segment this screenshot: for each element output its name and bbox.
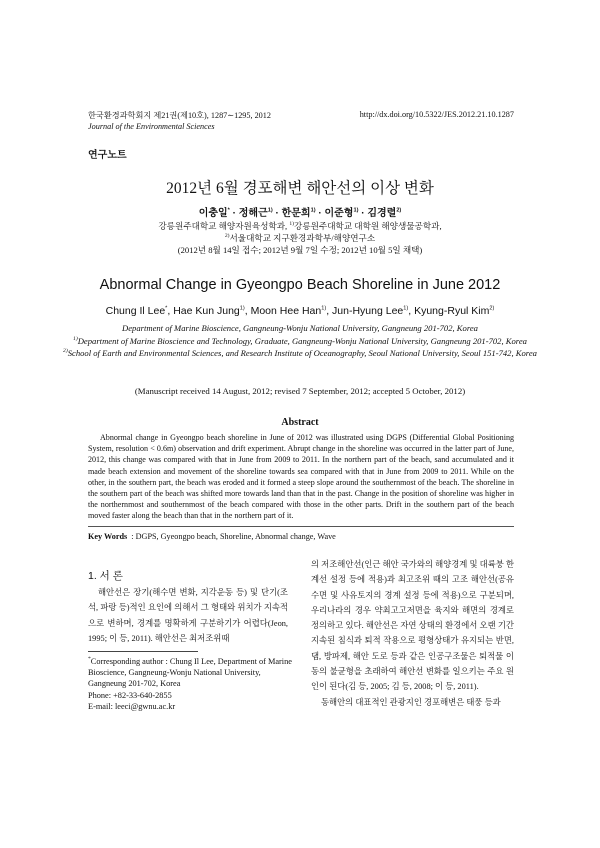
author-separator: · bbox=[229, 208, 239, 219]
footnote-line bbox=[88, 656, 293, 690]
affil-ko-line bbox=[0, 232, 600, 244]
keywords-value: : DGPS, Gyeongpo beach, Shoreline, Abnormal change, Wave bbox=[131, 532, 336, 541]
author-mark: 1) bbox=[267, 207, 273, 214]
author-ko-5: 김경렬 bbox=[367, 208, 397, 219]
paper-title-ko: 2012년 6월 경포해변 해안선의 이상 변화 bbox=[166, 180, 434, 197]
author-separator: · bbox=[358, 208, 368, 219]
author-mark: * bbox=[165, 305, 168, 312]
affil-en-2: Department of Marine Bioscience and Technology, Graduate, Gangneung-Wonju National University, Gangneung 201-702, Korea bbox=[77, 335, 527, 346]
intro-right-paragraph-1: 의 저조해안선(인근 해안 국가와의 해양경계 및 대륙붕 한계선 설정 등에 적용)과 최고조위 때의 고조 해안선(공유수면 및 사유토지의 경계 설정 등에 적용)으로 구분되며, 우리나라의 경우 약최고고저면을 육지와 해면의 경계로 정의하고 있다. 해안선은 자연 상태의 환경에서 오랜 기간 지속된 침식과 퇴적 작용으로 평형상태가 유지되는 반면, 댐, 방파제, 해안 도로 등과 같은 인공구조물은 퇴적물 이동의 불균형을 초래하여 해안선 변화를 일으키는 주요 원인이 된다(김 등, 2005; 김 등, 2008; 이 등, 2011). bbox=[311, 560, 514, 692]
journal-name-ko: 한국환경과학회지 제21권(제10호), 1287∼1295, 2012 bbox=[88, 111, 271, 120]
keywords-label: Key Words bbox=[88, 532, 128, 541]
keywords bbox=[88, 532, 336, 541]
affil-mark: 1) bbox=[73, 335, 78, 342]
affiliations-en bbox=[60, 322, 540, 360]
affil-ko-1: 강릉원주대학교 해양자원육성학과, bbox=[158, 221, 290, 231]
affil-ko-3: 서울대학교 지구환경과학부/해양연구소 bbox=[229, 233, 376, 243]
affil-mark: 1) bbox=[289, 221, 295, 228]
author-mark: * bbox=[227, 207, 230, 214]
manuscript-dates: (Manuscript received 14 August, 2012; revised 7 September, 2012; accepted 5 October, 2012) bbox=[134, 386, 466, 396]
author-en-2: Hae Kun Jung bbox=[173, 305, 240, 317]
abstract-heading: Abstract bbox=[281, 417, 319, 428]
author-separator: , bbox=[326, 305, 333, 317]
affil-mark: 2) bbox=[63, 348, 68, 355]
affil-ko-2: 강릉원주대학교 대학원 해양생물공학과, bbox=[294, 221, 442, 231]
footnote-divider bbox=[88, 651, 198, 652]
doi-link[interactable]: http://dx.doi.org/10.5322/JES.2012.21.10.1287 bbox=[359, 110, 514, 119]
author-separator: · bbox=[315, 208, 325, 219]
author-en-1: Chung Il Lee bbox=[105, 305, 166, 317]
footnote bbox=[88, 656, 293, 712]
footnote-author: Corresponding author : Chung Il Lee, Department of Marine Bioscience, Gangneung-Wonju National University, Gangneung 201-702, Korea bbox=[88, 657, 292, 689]
footnote-mark: * bbox=[88, 656, 91, 663]
author-mark: 1) bbox=[239, 305, 245, 312]
author-mark: 2) bbox=[396, 207, 402, 214]
author-separator: , bbox=[244, 305, 251, 317]
author-mark: 1) bbox=[403, 305, 409, 312]
affil-mark: 2) bbox=[224, 233, 230, 240]
author-separator: , bbox=[167, 305, 174, 317]
affil-en-3: School of Earth and Environmental Sciences, and Research Institute of Oceanography, Seoul National University, Seoul 151-742, Korea bbox=[67, 348, 537, 359]
author-separator: , bbox=[408, 305, 415, 317]
author-ko-4: 이준형 bbox=[324, 208, 354, 219]
affil-ko-line bbox=[0, 220, 600, 232]
author-mark: 1) bbox=[321, 305, 327, 312]
journal-name-en: Journal of the Environmental Sciences bbox=[88, 122, 215, 131]
intro-right-paragraph-2: 동해안의 대표적인 관광지인 경포해변은 태풍 등과 bbox=[321, 697, 501, 707]
author-separator: · bbox=[272, 208, 282, 219]
journal-header bbox=[88, 110, 271, 132]
footnote-phone: Phone: +82-33-640-2855 bbox=[88, 690, 172, 700]
author-en-3: Moon Hee Han bbox=[250, 305, 322, 317]
intro-left-paragraph: 해안선은 장기(해수면 변화, 지각운동 등) 및 단기(조석, 파랑 등)적인 요인에 의해서 그 형태와 위치가 지속적으로 변하며, 경계를 명확하게 구분하기가 어렵다(Jeon, 1995; 이 등, 2011). 해안선은 최저조위때 bbox=[88, 588, 288, 643]
affiliations-ko bbox=[0, 220, 600, 256]
keywords-divider bbox=[88, 526, 514, 527]
affil-en-1: Department of Marine Bioscience, Gangneung-Wonju National University, Gangneung 201-702, Korea bbox=[122, 323, 478, 333]
author-ko-1: 이충일 bbox=[198, 208, 228, 219]
authors-ko bbox=[0, 204, 600, 219]
author-mark: 1) bbox=[310, 207, 316, 214]
authors-en bbox=[0, 305, 600, 317]
section-heading-introduction: 1. 서 론 bbox=[88, 570, 123, 582]
author-en-5: Kyung-Ryul Kim bbox=[414, 305, 490, 317]
abstract-body: Abnormal change in Gyeongpo beach shoreline in June of 2012 was illustrated using DGPS (Differential Global Positioning System, resolution < 0.6m) observation and drift experiment. Abrupt change in the shoreline was occurred in the latter part of June, 2012, this change was compared with that in June from 2009 to 2011. In the northern part of the beach, sand accumulated and it made beach extension and movement of the shoreline towards sea compared with that in June from 2009 to 2011. While on the other, in the southern part, the beach was eroded and it formed a steep slope around the southernmost of the beach. The shoreline in the southern part of the beach was shifted more towards land than that in the past. Change in the position of shoreline was higher in the northernmost and southernmost of the beach compared with those in the other parts. Drift in the southern part of the beach moved faster along the beach than that in the northern part of it. bbox=[88, 433, 514, 521]
intro-right-column bbox=[311, 557, 514, 710]
author-en-4: Jun-Hyung Lee bbox=[332, 305, 404, 317]
affil-en-line bbox=[60, 347, 540, 360]
section-tag: 연구노트 bbox=[88, 150, 127, 161]
received-dates-ko: (2012년 8월 14일 접수; 2012년 9월 7일 수정; 2012년 10월 5일 채택) bbox=[177, 245, 423, 255]
footnote-email[interactable]: E-mail: leeci@gwnu.ac.kr bbox=[88, 701, 176, 711]
author-mark: 1) bbox=[353, 207, 359, 214]
author-ko-2: 정해근 bbox=[238, 208, 268, 219]
paper-title-en: Abnormal Change in Gyeongpo Beach Shoreline in June 2012 bbox=[99, 277, 501, 293]
author-ko-3: 한문희 bbox=[281, 208, 311, 219]
affil-en-line bbox=[60, 335, 540, 348]
author-mark: 2) bbox=[489, 305, 495, 312]
